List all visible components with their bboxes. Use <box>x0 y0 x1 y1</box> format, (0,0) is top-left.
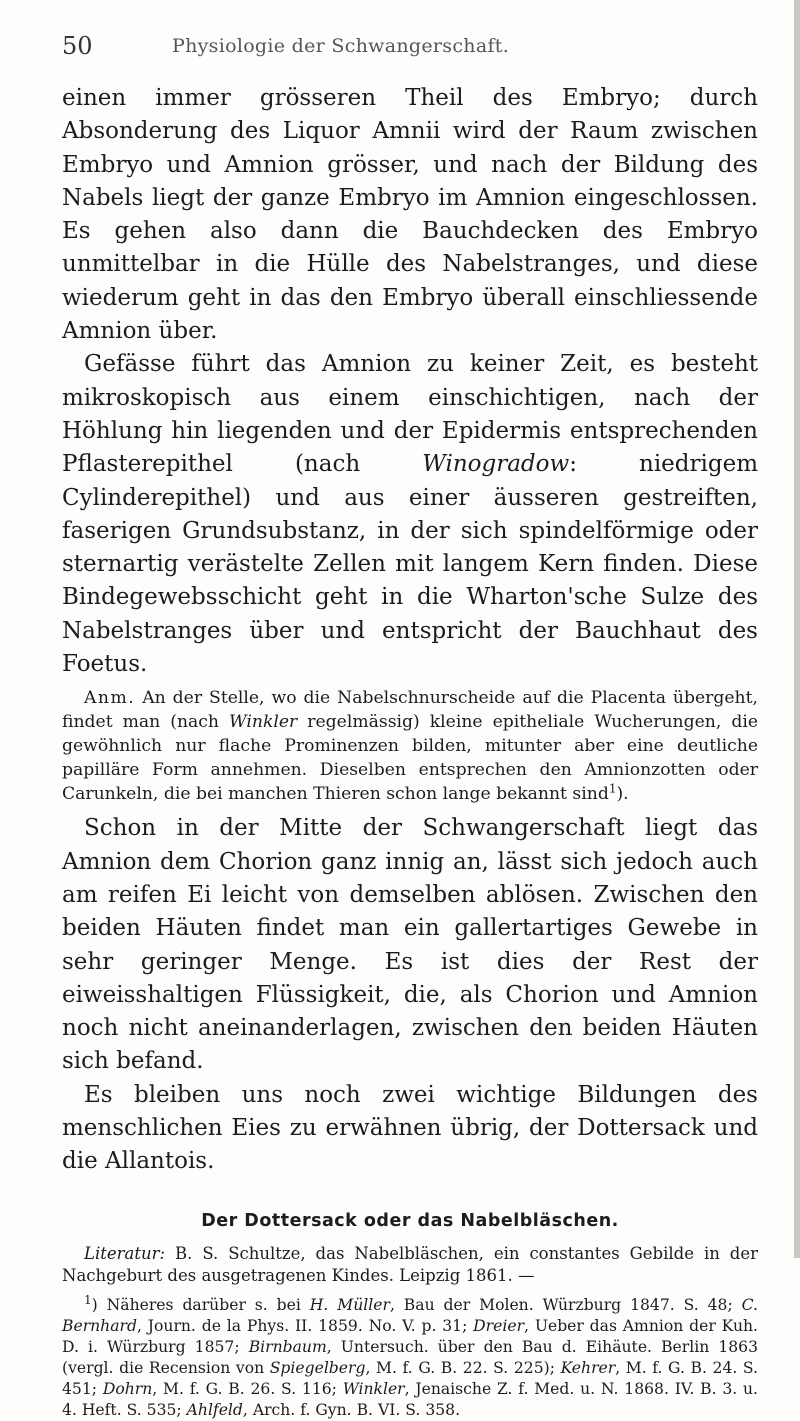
paragraph-4: Es bleiben uns noch zwei wichtige Bildungen des menschlichen Eies zu erwähnen übrig, der Dottersack und die Allantois. <box>62 1081 758 1175</box>
footnote-author: Ahlfeld <box>186 1400 243 1419</box>
footnote-text: , Ueber das Amnion der Kuh. D. i. Würzburg 1857; <box>62 1316 758 1356</box>
footnote-text: , Jenaische Z. f. Med. u. N. 1868. IV. B. 3. u. 4. Heft. S. 535; <box>62 1379 758 1419</box>
footnote-author: H. Müller <box>309 1295 390 1314</box>
annotation-note <box>62 687 758 806</box>
footnote-author: Dohrn <box>102 1379 153 1398</box>
running-head: Physiologie der Schwangerschaft. <box>172 35 510 57</box>
literature-text: B. S. Schultze, das Nabelbläschen, ein constantes Gebilde in der Nachgeburt des ausgetragenen Kindes. Leipzig 1861. — <box>62 1243 758 1285</box>
footnote-author: Dreier <box>473 1316 525 1335</box>
section-heading: Der Dottersack oder das Nabelbläschen. <box>201 1210 619 1231</box>
footnote-text: , Arch. f. Gyn. B. VI. S. 358. <box>242 1400 461 1419</box>
paragraph-2 <box>62 348 758 681</box>
footnote-author: C. Bernhard <box>62 1295 758 1335</box>
footnote-text: , Bau der Molen. Würzburg 1847. S. 48; <box>389 1295 742 1314</box>
paragraph-1: einen immer grösseren Theil des Embryo; durch Absonderung des Liquor Amnii wird der Raum zwischen Embryo und Amnion grösser, und nach der Bildung des Nabels liegt der ganze Embryo im Amnion eingeschlossen. Es gehen also dann die Bauchdecken des Embryo unmittelbar in die Hülle des Nabelstranges, und diese wiederum geht in das den Embryo überall einschliessende Amnion über. <box>62 85 758 345</box>
body-text <box>62 82 758 1421</box>
footnote-reference[interactable]: 1 <box>608 780 617 795</box>
literature-entry <box>62 1243 758 1287</box>
footnote-author: Birnbaum <box>248 1337 327 1356</box>
footnote-text: , M. f. G. B. 22. S. 225); <box>365 1358 561 1377</box>
footnote-text: ) Näheres darüber s. bei <box>91 1295 310 1314</box>
footnote-text: , M. f. G. B. 26. S. 116; <box>152 1379 343 1398</box>
footnote-marker: 1 <box>84 1292 92 1307</box>
note-text-b: regelmässig) kleine epitheliale Wucherungen, die gewöhnlich nur flache Prominenzen bilden, mitunter aber eine deutliche papilläre Form annehmen. Dieselben entsprechen den Amnionzotten oder Carunkeln, die bei manchen Thieren schon lange bekannt sind <box>62 712 758 804</box>
note-label: Anm. <box>84 688 136 709</box>
paragraph-2-text-b: : niedrigem Cylinderepithel) und aus einer äusseren gestreiften, faserigen Grundsubstanz, in der sich spindelförmige oder sternartig verästelte Zellen mit langem Kern finden. Diese Bindegewebsschicht geht in die Wharton'sche Sulze des Nabelstranges über und entspricht der Bauchhaut des Foetus. <box>62 451 759 678</box>
footnote-text: , M. f. G. B. 24. S. 451; <box>62 1358 758 1398</box>
footnote-author: Kehrer <box>560 1358 616 1377</box>
footnote-author: Winkler <box>342 1379 405 1398</box>
footnote-author: Spiegelberg <box>269 1358 366 1377</box>
page-number: 50 <box>62 32 93 60</box>
footnote-text: , Untersuch. über den Bau d. Eihäute. Berlin 1863 (vergl. die Recension von <box>62 1337 759 1377</box>
paragraph-3: Schon in der Mitte der Schwangerschaft liegt das Amnion dem Chorion ganz innig an, lässt sich jedoch auch am reifen Ei leicht von demselben ablösen. Zwischen den beiden Häuten findet man ein gallertartiges Gewebe in sehr geringer Menge. Es ist dies der Rest der eiweisshaltigen Flüssigkeit, die, als Chorion und Amnion noch nicht aneinanderlagen, zwischen den beiden Häuten sich befand. <box>62 815 758 1075</box>
page-edge <box>794 0 800 1258</box>
paragraph-2-text-a: Gefässe führt das Amnion zu keiner Zeit, es besteht mikroskopisch aus einem einschichtigen, nach der Höhlung hin liegenden und der Epidermis entsprechenden Pflasterepithel (nach <box>62 351 758 478</box>
author-winogradow: Winogradow <box>422 451 570 478</box>
literature-label: Literatur: <box>84 1243 166 1263</box>
footnote-text: , Journ. de la Phys. II. 1859. No. V. p. 31; <box>136 1316 474 1335</box>
author-winkler: Winkler <box>229 712 298 733</box>
note-text-a: An der Stelle, wo die Nabelschnurscheide auf die Placenta übergeht, findet man (nach <box>62 688 758 733</box>
page-header <box>62 32 760 58</box>
footnote <box>62 1292 759 1421</box>
note-text-end: ). <box>616 783 629 804</box>
